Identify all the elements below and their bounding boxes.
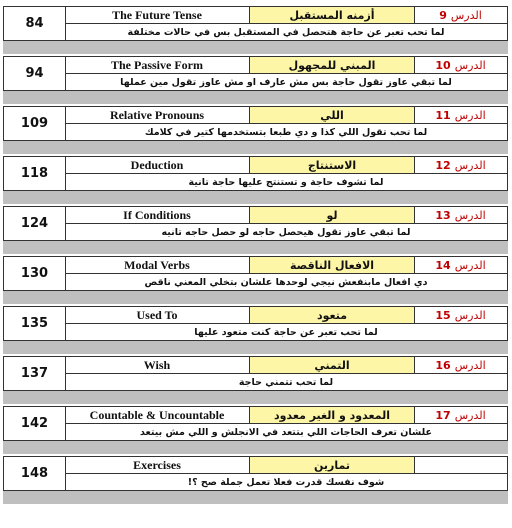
lesson-table [3,406,508,441]
lesson-number [414,407,507,423]
lesson-row [3,106,508,156]
row-separator [3,291,508,304]
lesson-table [3,356,508,391]
lesson-table [3,206,508,241]
lesson-number-value: 9 [439,8,447,22]
english-title: Countable & Uncountable [89,407,225,422]
lesson-number-value: 10 [435,58,451,72]
lesson-word: الدرس [454,408,486,422]
lesson-number-value: 11 [435,108,451,122]
arabic-title: أزمنه المستقبل [249,7,415,23]
lesson-number [414,207,507,223]
lesson-description: لما تحب تعبر عن حاجة كنت متعود عليها [194,326,378,338]
lesson-header-row [65,357,507,374]
english-title: Deduction [130,157,184,172]
page-number: 137 [4,357,66,390]
lesson-table [3,56,508,91]
lesson-number [414,7,507,23]
lesson-number [414,157,507,173]
lesson-row [3,306,508,356]
lesson-description: لما تحب تقول اللي كذا و دي طبعا بتستخدمها كتير في كلامك [144,126,428,138]
arabic-title: المبني للمجهول [249,57,415,73]
lesson-header-row [65,57,507,74]
lesson-number-value: 15 [435,308,451,322]
lesson-number-value: 16 [435,358,451,372]
arabic-title: الاستنتاج [249,157,415,173]
lesson-number-value: 12 [435,158,451,172]
english-title: Used To [136,307,178,322]
lesson-number-value: 17 [435,408,451,422]
english-title: The Future Tense [112,7,202,22]
row-separator [3,341,508,354]
lesson-header-row [65,457,507,474]
lesson-header-row [65,107,507,124]
lesson-number [414,57,507,73]
lesson-header-row [65,207,507,224]
lesson-description: لما تبقي عاوز تقول هيحصل حاجه لو حصل حاجه تانيه [161,226,411,238]
english-title: Wish [143,357,171,372]
english-title: The Passive Form [111,57,203,72]
lesson-row [3,206,508,256]
arabic-title: لو [249,207,415,223]
lesson-row [3,356,508,406]
lesson-header-row [65,257,507,274]
lesson-number-value: 14 [435,258,451,272]
arabic-title: المعدود و الغير معدود [249,407,415,423]
lesson-header-row [65,7,507,24]
lesson-table [3,106,508,141]
lesson-number-value: 13 [435,208,451,222]
lesson-row [3,6,508,56]
english-title: Exercises [133,457,181,472]
lesson-header-row [65,157,507,174]
lesson-description: علشان تعرف الحاجات اللي بتتعد في الانجلش و اللي مش بيتعد [140,426,432,438]
page-number: 84 [4,7,66,40]
page-number: 142 [4,407,66,440]
page-number: 148 [4,457,66,490]
page-number: 109 [4,107,66,140]
lesson-header-row [65,407,507,424]
lesson-description: دي افعال مابنفعش نيجي لوحدها علشان بتخلي المعني ناقص [144,276,428,288]
lesson-table [3,456,508,491]
page-number: 118 [4,157,66,190]
lesson-row [3,156,508,206]
row-separator [3,441,508,454]
row-separator [3,41,508,54]
lesson-description: لما تشوف حاجة و تستنتج عليها حاجة تانية [188,176,384,188]
lesson-description: لما تحب تتمني حاجة [238,376,334,388]
lesson-row [3,406,508,456]
lesson-word: الدرس [450,8,482,22]
row-separator [3,91,508,104]
arabic-title: متعود [249,307,415,323]
lesson-description: شوف نفسك قدرت فعلا تعمل جملة صح ؟! [187,476,385,488]
lesson-word: الدرس [454,158,486,172]
lesson-description: لما تبقي عاوز تقول حاجة بس مش عارف او مش عاوز تقول مين عملها [120,76,452,88]
page-number: 94 [4,57,66,90]
lesson-word: الدرس [454,108,486,122]
lesson-description: لما تحب تعبر عن حاجة هتحصل في المستقبل بس في حالات مختلفة [127,26,445,38]
arabic-title: الافعال الناقصة [249,257,415,273]
lesson-word: الدرس [454,308,486,322]
row-separator [3,491,508,504]
row-separator [3,241,508,254]
table-of-contents [3,6,508,506]
english-title: Relative Pronouns [109,107,205,122]
english-title: If Conditions [123,207,191,222]
page-number: 135 [4,307,66,340]
lesson-word: الدرس [454,58,486,72]
lesson-number [414,457,507,473]
lesson-table [3,256,508,291]
lesson-word: الدرس [454,358,486,372]
english-title: Modal Verbs [124,257,190,272]
row-separator [3,141,508,154]
arabic-title: اللي [249,107,415,123]
lesson-table [3,6,508,41]
lesson-number [414,307,507,323]
row-separator [3,391,508,404]
lesson-word: الدرس [454,208,486,222]
lesson-number [414,107,507,123]
lesson-number [414,357,507,373]
page-number: 124 [4,207,66,240]
lesson-header-row [65,307,507,324]
lesson-table [3,306,508,341]
page-number: 130 [4,257,66,290]
lesson-row [3,56,508,106]
lesson-table [3,156,508,191]
lesson-row [3,456,508,506]
lesson-word: الدرس [454,258,486,272]
row-separator [3,191,508,204]
arabic-title: التمني [249,357,415,373]
lesson-row [3,256,508,306]
lesson-number [414,257,507,273]
arabic-title: تمارين [249,457,415,473]
